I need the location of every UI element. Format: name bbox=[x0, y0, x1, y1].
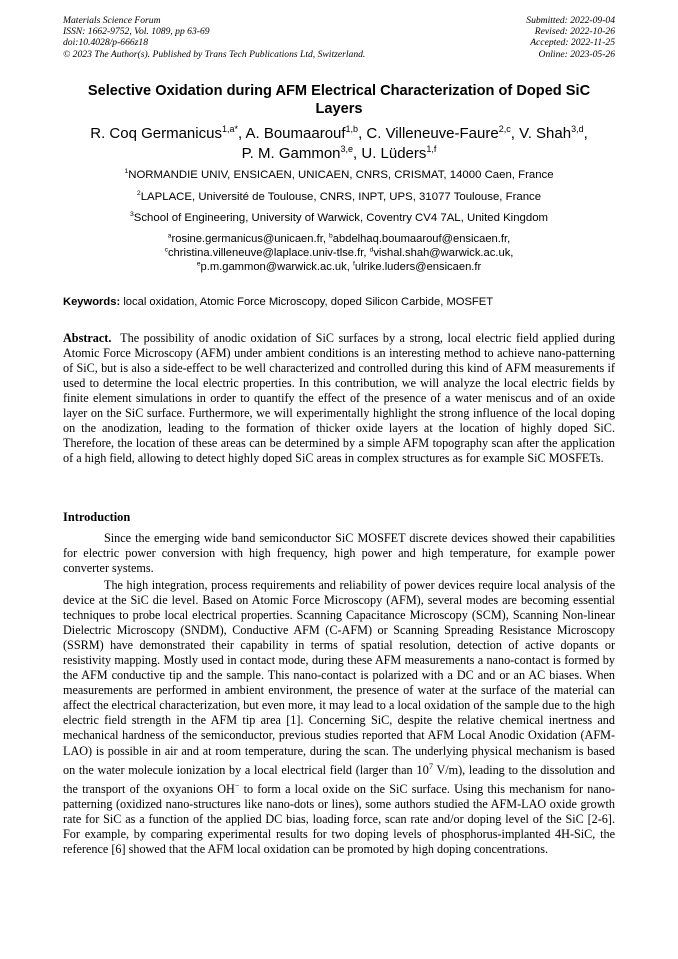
section-heading: Introduction bbox=[63, 510, 131, 524]
email-link[interactable]: $^d$vishal.shah@warwick.ac.uk bbox=[369, 246, 511, 259]
date-accepted: Accepted: 2022-11-25 bbox=[530, 37, 615, 49]
keywords-label: Keywords: bbox=[63, 296, 121, 308]
journal-name: Materials Science Forum bbox=[63, 15, 161, 26]
paragraph: The high integration, process requirements and reliability of power devices require local analysis of the device at the SiC die level. Based on Atomic Force Microscopy (AFM), several modes are becoming essential techniques to probe local electrical properties. Scanning Capacitance Microscopy (SCM), Scanning Non-linear Dielectric Microscopy (SNDM), Conductive AFM (C-AFM) or Scanning Spreading Resistance Microscopy (SSRM) have demonstrated their capability in terms of spatial resolution, detection of active dopants or resistivity mapping. Mostly used in contact mode, during these AFM measurements a nano-contact is formed by the AFM conductive tip and the sample. This nano-contact is polarized with a DC and or an AC biases. When measurements are performed in ambient environment, the presence of water at the surface of the material can affect the electrical characterization, but even more, it may lead to a local oxidation of the sample due to the high electric field strength in the AFM tip area [1]. Concerning SiC, despite the relative chemical inertness and mechanical hardness of the semiconductor, previous studies reported that AFM Local Anodic Oxidation (AFM-LAO) is possible in air and at room temperature, during the scan. The underlying physical mechanism is based on the water molecule ionization by a local electrical field (larger than $10^7$ V/m), leading to the dissolution and the transport of the oxyanions OH− to form a local oxide on the SiC surface. Using this mechanism for nano-patterning (oxidized nano-structures like nano-dots or lines), some authors studied the AFM-LAO oxide growth rate for SiC as a function of the applied DC bias, loading force, scan rate and/or doping level of the SiC [2-6]. For example, by comparing experimental results for two doping levels of phosphorus-implanted 4H-SiC, the reference [6] showed that the AFM local oxidation can be promoted by high doping concentrations. bbox=[63, 578, 616, 857]
author: A. Boumaarouf$^{1,b}$ bbox=[245, 124, 359, 142]
affiliation: $^1$NORMANDIE UNIV, ENSICAEN, UNICAEN, CNRS, CRISMAT, 14000 Caen, France bbox=[124, 168, 554, 181]
author: R. Coq Germanicus$^{1,a*}$ bbox=[90, 124, 238, 142]
publication-dates bbox=[526, 15, 615, 60]
abstract-text: The possibility of anodic oxidation of SiC surfaces by a strong, local electric field applied during Atomic Force Microscopy (AFM) under ambient conditions is an interesting method to achieve nano-patterning of SiC, but is also a side-effect to be well characterized and controlled during this kind of AFM measurements if used to determine the local electric properties. In this contribution, we will analyze the local electric fields by finite element simulations in order to quantify the effect of the presence of a water meniscus and of an oxide layer on the SiC surface. Furthermore, we will experimentally highlight the strong influence of the local doping on the anodization, leading to the formation of thicker oxide layers at the location of highly doped SiC. Therefore, the location of these areas can be determined by a simple AFM topography scan after the application of a high field, allowing to detect highly doped SiC areas in complex structures as for example SiC MOSFETs. bbox=[63, 331, 615, 466]
journal-issn: ISSN: 1662-9752, Vol. 1089, pp 63-69 bbox=[63, 26, 210, 38]
author: V. Shah$^{3,d}$ bbox=[519, 124, 584, 142]
email-link[interactable]: $^b$abdelhaq.boumaarouf@ensicaen.fr bbox=[329, 232, 508, 245]
field-magnitude: $10^7$ bbox=[416, 761, 433, 777]
author-list: R. Coq Germanicus$^{1,a*}$, A. Boumaarouf$^{1,b}$, C. Villeneuve-Faure$^{2,c}$, V. Shah$^{3,d}$, P. M. Gammon$^{3,e}$, U. Lüders$^{1,f}$ bbox=[90, 124, 588, 162]
journal-copyright: © 2023 The Author(s). Published by Trans Tech Publications Ltd, Switzerland. bbox=[63, 48, 366, 60]
author-emails: $^a$rosine.germanicus@unicaen.fr, $^b$abdelhaq.boumaarouf@ensicaen.fr, $^c$christina.villeneuve@laplace.univ-tlse.fr, $^d$vishal.shah@warwick.ac.uk, $^e$p.m.gammon@warwick.ac.uk, $^f$ulrike.luders@ensicaen.fr bbox=[164, 232, 514, 273]
paragraph: Since the emerging wide band semiconductor SiC MOSFET discrete devices showed their capabilities for electric power conversion with high frequency, high power and high temperature, for example power converter systems. bbox=[63, 531, 615, 576]
date-online: Online: 2023-05-26 bbox=[538, 48, 615, 60]
keywords-text: local oxidation, Atomic Force Microscopy, doped Silicon Carbide, MOSFET bbox=[123, 296, 494, 308]
author: U. Lüders$^{1,f}$ bbox=[361, 144, 437, 162]
email-link[interactable]: $^a$rosine.germanicus@unicaen.fr bbox=[167, 232, 323, 245]
author: P. M. Gammon$^{3,e}$ bbox=[241, 144, 354, 162]
date-revised: Revised: 2022-10-26 bbox=[534, 26, 615, 38]
affiliation: $^3$School of Engineering, University of Warwick, Coventry CV4 7AL, United Kingdom bbox=[129, 211, 549, 224]
email-link[interactable]: $^c$christina.villeneuve@laplace.univ-tlse.fr bbox=[164, 246, 364, 259]
paper-title: Selective Oxidation during AFM Electrical Characterization of Doped SiC Layers bbox=[87, 83, 591, 117]
email-link[interactable]: $^f$ulrike.luders@ensicaen.fr bbox=[352, 260, 482, 273]
abstract-label: Abstract. bbox=[63, 331, 112, 345]
keywords bbox=[63, 295, 615, 309]
email-link[interactable]: $^e$p.m.gammon@warwick.ac.uk bbox=[196, 260, 347, 273]
journal-info bbox=[63, 15, 365, 60]
author: C. Villeneuve-Faure$^{2,c}$ bbox=[366, 124, 511, 142]
abstract bbox=[63, 331, 615, 466]
date-submitted: Submitted: 2022-09-04 bbox=[526, 15, 615, 26]
affiliation: $^2$LAPLACE, Université de Toulouse, CNRS, INPT, UPS, 31077 Toulouse, France bbox=[136, 190, 542, 203]
journal-doi: doi:10.4028/p-666z18 bbox=[63, 37, 149, 49]
